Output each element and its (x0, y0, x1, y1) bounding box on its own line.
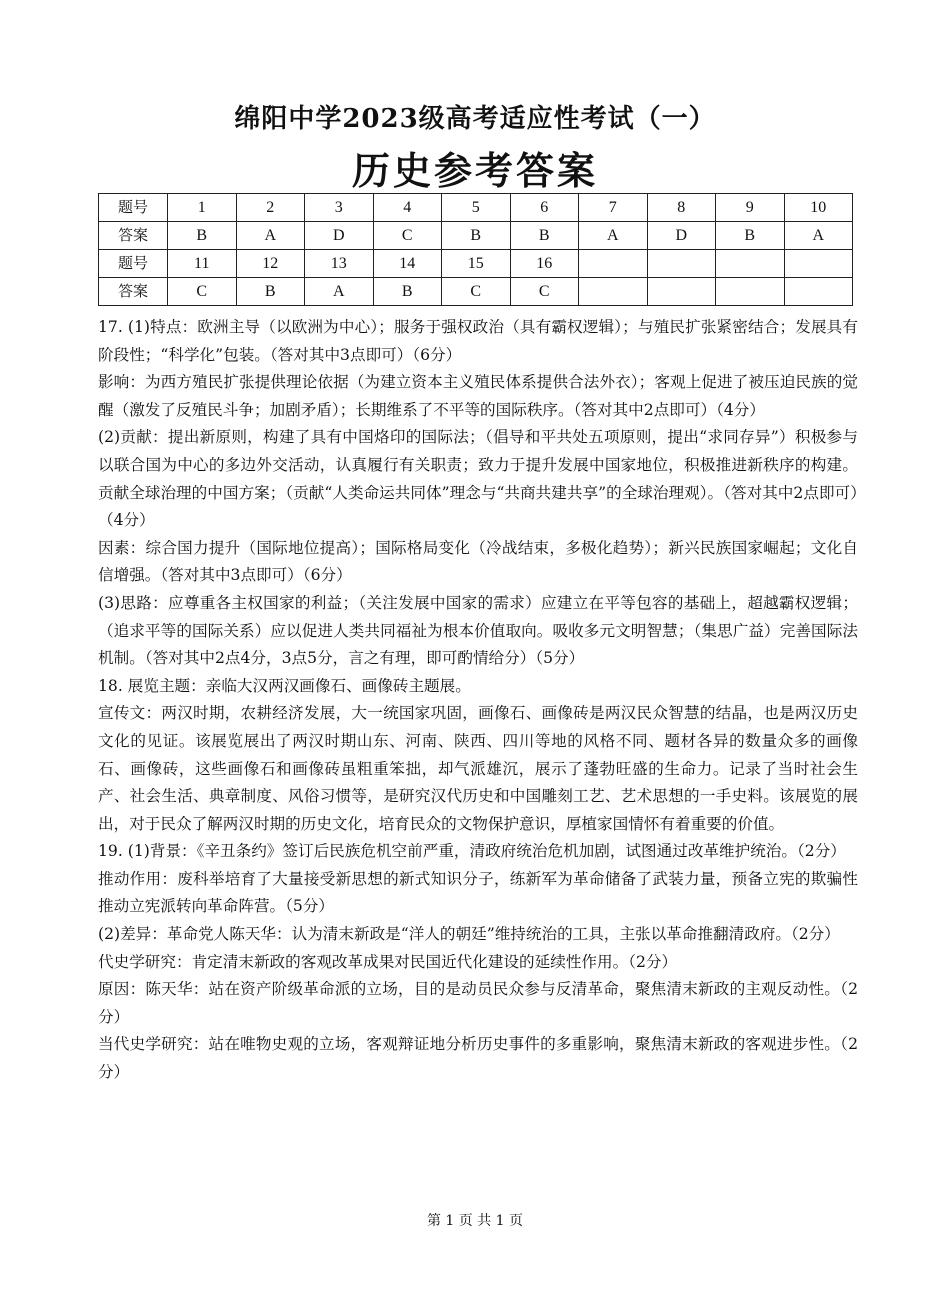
table-cell: 11 (168, 250, 237, 278)
table-cell: C (373, 222, 442, 250)
table-cell (716, 278, 785, 306)
table-cell: B (236, 278, 305, 306)
answer-paragraph: (2)贡献：提出新原则，构建了具有中国烙印的国际法；（倡导和平共处五项原则，提出“求同存异”）积极参与以联合国为中心的多边外交活动，认真履行有关职责；致力于提升发展中国家地位，积极推进新秩序的构建。贡献全球治理的中国方案；（贡献“人类命运共同体”理念与“共商共建共享”的全球治理观）。（答对其中2点即可）（4分） (98, 428, 858, 530)
table-cell: D (647, 222, 716, 250)
table-cell: 2 (236, 194, 305, 222)
table-cell: 13 (305, 250, 374, 278)
table-row (99, 250, 853, 278)
page-footer: 第 1 页 共 1 页 (426, 1213, 524, 1229)
row-header-cell: 题号 (99, 194, 168, 222)
answer-paragraph: 原因：陈天华：站在资产阶级革命派的立场，目的是动员民众参与反清革命，聚焦清末新政的主观反动性。（2分） (98, 980, 858, 1026)
table-cell: 3 (305, 194, 374, 222)
table-cell: 14 (373, 250, 442, 278)
table-cell: A (305, 278, 374, 306)
table-cell (579, 278, 648, 306)
table-cell: B (442, 222, 511, 250)
table-cell: B (510, 222, 579, 250)
table-cell: B (168, 222, 237, 250)
table-row (99, 194, 853, 222)
table-cell (579, 250, 648, 278)
table-cell: 12 (236, 250, 305, 278)
table-cell: 8 (647, 194, 716, 222)
answer-paragraph: 影响：为西方殖民扩张提供理论依据（为建立资本主义殖民体系提供合法外衣）；客观上促进了被压迫民族的觉醒（激发了反殖民斗争；加剧矛盾）；长期维系了不平等的国际秩序。（答对其中2点即可）（4分） (98, 373, 858, 419)
table-cell: 9 (716, 194, 785, 222)
answer-body (98, 314, 858, 1087)
table-cell: 5 (442, 194, 511, 222)
table-cell: A (236, 222, 305, 250)
table-row (99, 222, 853, 250)
answer-paragraph: 19. (1)背景：《辛丑条约》签订后民族危机空前严重，清政府统治危机加剧，试图通过改革维护统治。（2分） (98, 842, 846, 861)
table-cell: 4 (373, 194, 442, 222)
table-cell: 1 (168, 194, 237, 222)
table-cell: 7 (579, 194, 648, 222)
table-cell: B (716, 222, 785, 250)
table-cell: C (168, 278, 237, 306)
table-cell: A (579, 222, 648, 250)
document-subtitle: 历史参考答案 (351, 148, 598, 193)
answer-paragraph: (2)差异：革命党人陈天华：认为清末新政是“洋人的朝廷”维持统治的工具，主张以革命推翻清政府。（2分） (98, 925, 840, 944)
answer-paragraph: (3)思路：应尊重各主权国家的利益；（关注发展中国家的需求）应建立在平等包容的基础上，超越霸权逻辑；（追求平等的国际关系）应以促进人类共同福祉为根本价值取向。吸收多元文明智慧；（集思广益）完善国际法机制。（答对其中2点4分，3点5分，言之有理，即可酌情给分）（5分） (98, 593, 858, 668)
table-cell: D (305, 222, 374, 250)
table-cell: 15 (442, 250, 511, 278)
answer-paragraph: 18. 展览主题：亲临大汉两汉画像石、画像砖主题展。 (98, 676, 471, 695)
table-cell: 16 (510, 250, 579, 278)
table-cell (716, 250, 785, 278)
exam-title: 绵阳中学2023级高考适应性考试（一） (234, 104, 716, 134)
row-header-cell: 答案 (99, 278, 168, 306)
answer-paragraph: 代史学研究：肯定清末新政的客观改革成果对民国近代化建设的延续性作用。（2分） (98, 952, 678, 971)
answer-table (98, 193, 853, 306)
table-cell: C (510, 278, 579, 306)
table-cell (647, 278, 716, 306)
table-cell: B (373, 278, 442, 306)
table-cell: A (784, 222, 853, 250)
row-header-cell: 题号 (99, 250, 168, 278)
answer-paragraph: 当代史学研究：站在唯物史观的立场，客观辩证地分析历史事件的多重影响，聚焦清末新政的客观进步性。（2分） (98, 1035, 858, 1082)
table-cell: C (442, 278, 511, 306)
table-cell: 10 (784, 194, 853, 222)
answer-paragraph: 17. (1)特点：欧洲主导（以欧洲为中心）；服务于强权政治（具有霸权逻辑）；与殖民扩张紧密结合；发展具有阶段性；“科学化”包装。（答对其中3点即可）（6分） (98, 318, 858, 364)
answer-table-body (99, 194, 853, 306)
table-row (99, 278, 853, 306)
table-cell (784, 250, 853, 278)
table-cell (784, 278, 853, 306)
table-cell: 6 (510, 194, 579, 222)
answer-paragraph: 宣传文：两汉时期，农耕经济发展，大一统国家巩固，画像石、画像砖是两汉民众智慧的结晶，也是两汉历史文化的见证。该展览展出了两汉时期山东、河南、陕西、四川等地的风格不同、题材各异的数量众多的画像石、画像砖，这些画像石和画像砖虽粗重笨拙，却气派雄沉，展示了蓬勃旺盛的生命力。记录了当时社会生产、社会生活、典章制度、风俗习惯等，是研究汉代历史和中国雕刻工艺、艺术思想的一手史料。该展览的展出，对于民众了解两汉时期的历史文化，培育民众的文物保护意识，厚植家国情怀有着重要的价值。 (98, 704, 858, 833)
answer-paragraph: 因素：综合国力提升（国际地位提高）；国际格局变化（冷战结束，多极化趋势）；新兴民族国家崛起；文化自信增强。（答对其中3点即可）（6分） (98, 538, 858, 585)
table-cell (647, 250, 716, 278)
answer-paragraph: 推动作用：废科举培育了大量接受新思想的新式知识分子，练新军为革命储备了武装力量，预备立宪的欺骗性推动立宪派转向革命阵营。（5分） (98, 869, 858, 916)
row-header-cell: 答案 (99, 222, 168, 250)
